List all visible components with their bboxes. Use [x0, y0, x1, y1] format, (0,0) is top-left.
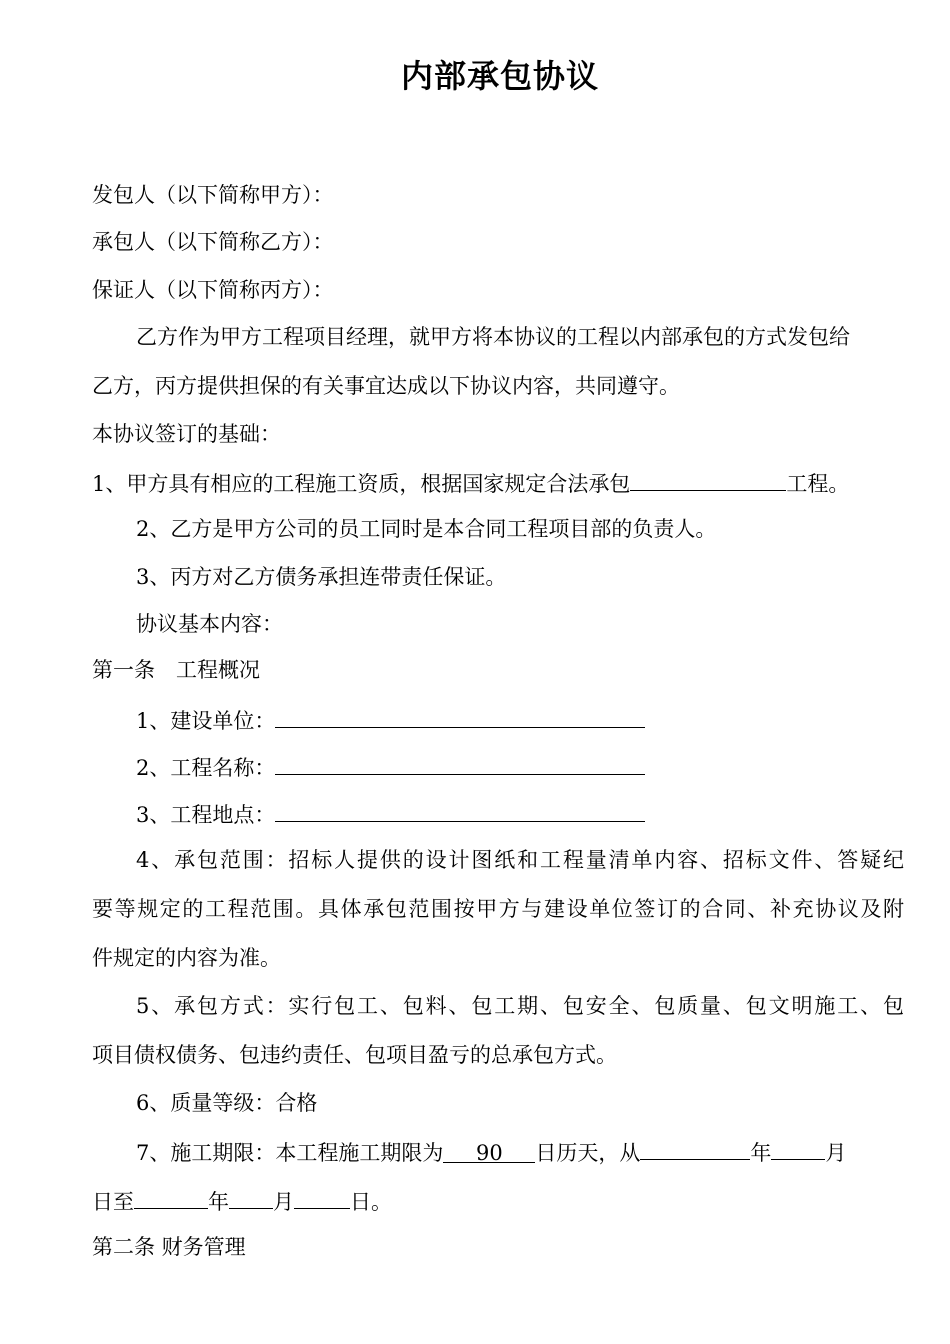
article-1-heading: 第一条 工程概况	[92, 658, 260, 682]
intro-line-2: 乙方，丙方提供担保的有关事宜达成以下协议内容，共同遵守。	[92, 374, 680, 398]
article-1-item-2	[136, 750, 645, 783]
end-month-label: 月	[273, 1190, 294, 1214]
start-month-label: 月	[825, 1141, 847, 1165]
article-2-heading: 第二条 财务管理	[92, 1235, 246, 1259]
article-1-item-4-line-3: 件规定的内容为准。	[92, 946, 281, 970]
article-1-item-5-line-2: 项目债权债务、包违约责任、包项目盈亏的总承包方式。	[92, 1043, 617, 1067]
article-1-item-1	[136, 703, 645, 736]
start-year-blank[interactable]	[640, 1135, 750, 1160]
basis-item-3: 3、丙方对乙方债务承担连带责任保证。	[136, 565, 507, 589]
article-1-item-4-line-1: 4、承包范围：招标人提供的设计图纸和工程量清单内容、招标文件、答疑纪	[136, 848, 904, 872]
basis-item-1-text: 1、甲方具有相应的工程施工资质，根据国家规定合法承包	[92, 472, 631, 496]
project-site-blank[interactable]	[275, 797, 645, 822]
construction-unit-blank[interactable]	[275, 703, 645, 728]
party-a-line: 发包人（以下简称甲方）：	[92, 183, 334, 207]
party-c-line: 保证人（以下简称丙方）：	[92, 278, 334, 302]
article-1-item-3	[136, 797, 645, 830]
basis-heading: 本协议签订的基础：	[92, 422, 281, 446]
basis-item-1-suffix: 工程。	[786, 472, 850, 496]
project-name-blank[interactable]	[275, 750, 645, 775]
article-1-item-7-line-1	[136, 1135, 846, 1168]
article-1-item-6: 6、质量等级：合格	[136, 1091, 318, 1115]
end-month-blank[interactable]	[229, 1184, 273, 1209]
content-heading: 协议基本内容：	[136, 612, 283, 636]
project-site-label: 3、工程地点：	[136, 803, 276, 827]
article-1-item-5-line-1: 5、承包方式：实行包工、包料、包工期、包安全、包质量、包文明施工、包	[136, 994, 904, 1018]
end-year-label: 年	[208, 1190, 229, 1214]
period-days-blank[interactable]: 90	[443, 1138, 535, 1163]
basis-item-2: 2、乙方是甲方公司的员工同时是本合同工程项目部的负责人。	[136, 517, 717, 541]
article-1-item-7-line-2	[92, 1184, 392, 1217]
start-year-label: 年	[750, 1141, 772, 1165]
project-name-label: 2、工程名称：	[136, 756, 276, 780]
period-label: 7、施工期限：本工程施工期限为	[136, 1141, 444, 1165]
period-mid-text: 日历天，从	[535, 1141, 641, 1165]
start-day-label: 日至	[92, 1190, 134, 1214]
intro-line-1: 乙方作为甲方工程项目经理，就甲方将本协议的工程以内部承包的方式发包给	[136, 325, 850, 349]
start-month-blank[interactable]	[771, 1135, 825, 1160]
basis-item-1	[92, 466, 849, 499]
end-day-label: 日。	[350, 1190, 392, 1214]
party-b-line: 承包人（以下简称乙方）：	[92, 230, 334, 254]
document-title: 内部承包协议	[400, 57, 599, 95]
end-year-blank[interactable]	[134, 1184, 208, 1209]
end-day-blank[interactable]	[294, 1184, 350, 1209]
contract-project-blank[interactable]	[630, 466, 786, 491]
article-1-item-4-line-2: 要等规定的工程范围。具体承包范围按甲方与建设单位签订的合同、补充协议及附	[92, 897, 904, 921]
construction-unit-label: 1、建设单位：	[136, 709, 276, 733]
